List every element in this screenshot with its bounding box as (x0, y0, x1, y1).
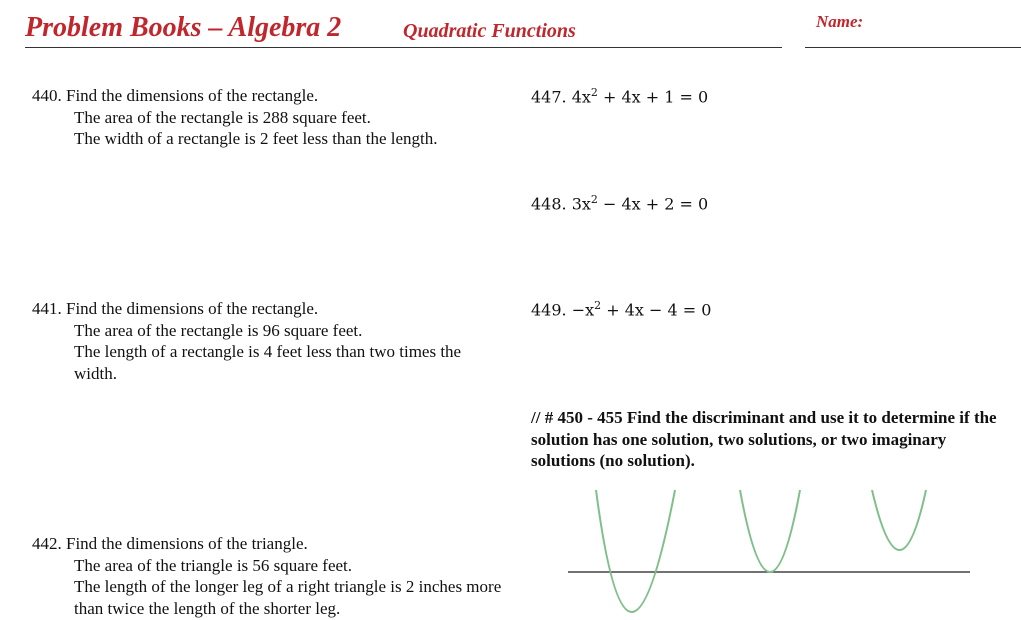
equation-rest: + 4x + 1 = 0 (597, 87, 709, 107)
parabola-graphs (560, 486, 975, 620)
problem-441 (32, 298, 507, 384)
equation-lead: −x (571, 300, 595, 320)
exponent: 2 (590, 193, 598, 206)
name-field-line[interactable] (805, 47, 1021, 48)
exponent: 2 (594, 299, 602, 312)
equation-number: 449. (531, 300, 567, 320)
problem-line: The area of the rectangle is 288 square feet. (74, 107, 371, 127)
problem-line: The length of a rectangle is 4 feet less than two times the width. (74, 342, 462, 383)
name-label: Name: (816, 12, 864, 31)
parabola-two-solutions (596, 490, 675, 612)
equation-rest: − 4x + 2 = 0 (597, 194, 709, 214)
parabola-no-solution (872, 490, 926, 550)
page-title: Problem Books – Algebra 2 (25, 12, 342, 43)
problem-line: The length of the longer leg of a right triangle is 2 inches more than twice the length of the shorter leg. (74, 577, 502, 618)
equation-lead: 4x (571, 87, 591, 107)
problem-line: The width of a rectangle is 2 feet less than the length. (74, 129, 438, 148)
equation-rest: + 4x − 4 = 0 (601, 300, 712, 320)
page-subtitle: Quadratic Functions (403, 20, 576, 42)
equation-448 (531, 193, 708, 213)
exponent: 2 (590, 86, 598, 99)
equation-number: 447. (531, 87, 567, 107)
equation-number: 448. (531, 194, 567, 214)
parabola-one-solution (740, 490, 800, 572)
problem-prompt: Find the dimensions of the rectangle. (66, 86, 319, 105)
equation-lead: 3x (571, 194, 591, 214)
problem-number: 440. (32, 86, 62, 105)
problem-prompt: Find the dimensions of the rectangle. (66, 299, 319, 318)
problem-440 (32, 85, 507, 150)
problem-prompt: Find the dimensions of the triangle. (66, 534, 308, 553)
equation-447 (531, 86, 708, 106)
problem-line: The area of the triangle is 56 square feet. (74, 555, 353, 575)
equation-449 (531, 299, 711, 319)
problem-number: 442. (32, 534, 62, 553)
problem-number: 441. (32, 299, 62, 318)
problem-442 (32, 533, 507, 619)
discriminant-instructions: // # 450 - 455 Find the discriminant and use it to determine if the solution has one solution, two solutions, or two imaginary solutions (no solution). (531, 408, 997, 470)
header-rule-left (25, 47, 782, 48)
problem-line: The area of the rectangle is 96 square feet. (74, 320, 363, 340)
